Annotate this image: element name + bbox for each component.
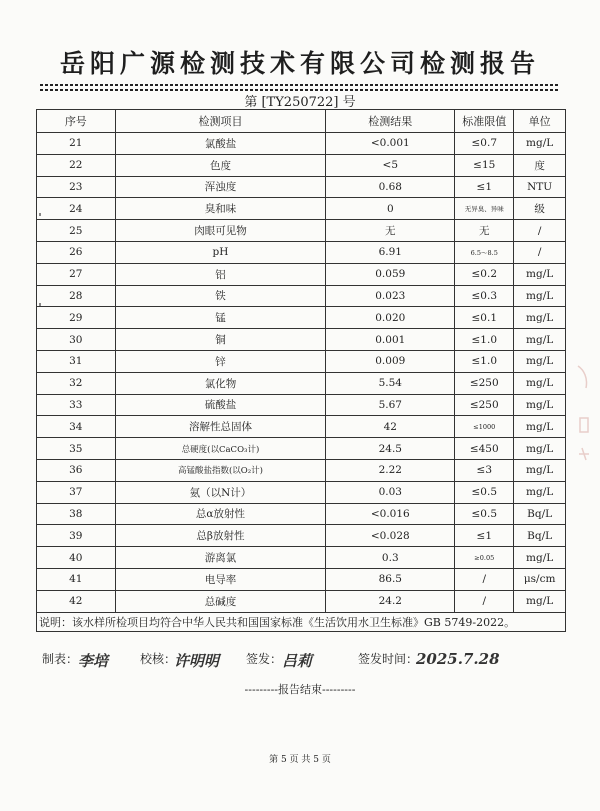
row-result: 0.009 xyxy=(326,350,455,372)
row-index: 34 xyxy=(37,416,116,438)
table-note: 说明：该水样所检项目均符合中华人民共和国国家标准《生活饮用水卫生标准》GB 5749-2022。 xyxy=(37,612,566,631)
row-index: 22 xyxy=(37,154,116,176)
table-row xyxy=(37,547,566,569)
row-item: 总硬度(以CaCO₃计) xyxy=(115,438,326,460)
row-result: 0.68 xyxy=(326,176,455,198)
table-row xyxy=(37,154,566,176)
row-unit: mg/L xyxy=(514,481,566,503)
row-unit: mg/L xyxy=(514,263,566,285)
row-limit: ≤0.3 xyxy=(455,285,514,307)
row-item: pH xyxy=(115,241,326,263)
row-index: 38 xyxy=(37,503,116,525)
row-result: <5 xyxy=(326,154,455,176)
table-row xyxy=(37,241,566,263)
row-item: 硫酸盐 xyxy=(115,394,326,416)
table-row xyxy=(37,176,566,198)
row-result: 0.023 xyxy=(326,285,455,307)
table-header-row xyxy=(37,110,566,133)
issued-label: 签发： xyxy=(246,652,283,666)
row-item: 铝 xyxy=(115,263,326,285)
checked-label: 校核： xyxy=(140,652,177,666)
row-unit: / xyxy=(514,220,566,242)
row-index: 28 xyxy=(37,285,116,307)
prepared-signature: 李培 xyxy=(78,652,109,670)
report-end-marker: ---------报告结束--------- xyxy=(244,683,356,696)
row-result: 2.22 xyxy=(326,459,455,481)
row-result: 0.03 xyxy=(326,481,455,503)
row-limit: ≤250 xyxy=(455,394,514,416)
row-index: 27 xyxy=(37,263,116,285)
issue-date: 2025.7.28 xyxy=(416,650,500,668)
row-limit: ≤1000 xyxy=(455,416,514,438)
row-result: 86.5 xyxy=(326,568,455,590)
col-header-unit: 单位 xyxy=(514,110,566,133)
row-result: 24.5 xyxy=(326,438,455,460)
col-header-item: 检测项目 xyxy=(115,110,326,133)
row-unit: 度 xyxy=(514,154,566,176)
row-limit: ≤0.2 xyxy=(455,263,514,285)
row-unit: mg/L xyxy=(514,307,566,329)
row-unit: mg/L xyxy=(514,133,566,155)
table-row xyxy=(37,525,566,547)
table-row xyxy=(37,503,566,525)
col-header-limit: 标准限值 xyxy=(455,110,514,133)
row-index: 23 xyxy=(37,176,116,198)
table-row xyxy=(37,220,566,242)
row-index: 36 xyxy=(37,459,116,481)
row-index: 37 xyxy=(37,481,116,503)
row-result: 42 xyxy=(326,416,455,438)
row-item: 氯酸盐 xyxy=(115,133,326,155)
checked-signature: 许明明 xyxy=(174,652,220,670)
row-index: 32 xyxy=(37,372,116,394)
row-result: 0 xyxy=(326,198,455,220)
row-limit: ≤250 xyxy=(455,372,514,394)
row-item: 总碱度 xyxy=(115,590,326,612)
row-index: 24 xyxy=(37,198,116,220)
scan-speck xyxy=(39,303,41,306)
row-unit: 级 xyxy=(514,198,566,220)
row-index: 41 xyxy=(37,568,116,590)
note-row xyxy=(37,612,566,631)
row-index: 40 xyxy=(37,547,116,569)
row-unit: mg/L xyxy=(514,438,566,460)
row-item: 高锰酸盐指数(以O₂计) xyxy=(115,459,326,481)
row-item: 电导率 xyxy=(115,568,326,590)
row-item: 铁 xyxy=(115,285,326,307)
seal-fragment xyxy=(574,360,594,470)
row-result: 5.67 xyxy=(326,394,455,416)
row-result: 0.059 xyxy=(326,263,455,285)
table-row xyxy=(37,372,566,394)
row-limit: / xyxy=(455,568,514,590)
row-unit: NTU xyxy=(514,176,566,198)
row-limit: ≤0.7 xyxy=(455,133,514,155)
page-number: 第 5 页 共 5 页 xyxy=(269,755,331,765)
table-row xyxy=(37,350,566,372)
row-item: 总β放射性 xyxy=(115,525,326,547)
table-row xyxy=(37,438,566,460)
row-limit: ≥0.05 xyxy=(455,547,514,569)
row-item: 锰 xyxy=(115,307,326,329)
row-limit: ≤15 xyxy=(455,154,514,176)
row-unit: mg/L xyxy=(514,590,566,612)
row-item: 色度 xyxy=(115,154,326,176)
table-row xyxy=(37,263,566,285)
table-row xyxy=(37,394,566,416)
row-result: <0.028 xyxy=(326,525,455,547)
row-index: 33 xyxy=(37,394,116,416)
row-limit: ≤1 xyxy=(455,176,514,198)
row-index: 39 xyxy=(37,525,116,547)
row-item: 游离氯 xyxy=(115,547,326,569)
row-item: 浑浊度 xyxy=(115,176,326,198)
row-result: 无 xyxy=(326,220,455,242)
row-item: 臭和味 xyxy=(115,198,326,220)
row-item: 氯化物 xyxy=(115,372,326,394)
scan-speck xyxy=(39,213,41,216)
row-unit: Bq/L xyxy=(514,503,566,525)
row-unit: Bq/L xyxy=(514,525,566,547)
signature-block xyxy=(36,650,566,674)
row-unit: / xyxy=(514,241,566,263)
table-row xyxy=(37,568,566,590)
row-unit: mg/L xyxy=(514,547,566,569)
row-limit: ≤0.1 xyxy=(455,307,514,329)
row-limit: ≤1.0 xyxy=(455,329,514,351)
row-limit: ≤1 xyxy=(455,525,514,547)
row-result: 0.001 xyxy=(326,329,455,351)
row-limit: 无 xyxy=(455,220,514,242)
row-result: 5.54 xyxy=(326,372,455,394)
row-limit: ≤3 xyxy=(455,459,514,481)
row-limit: 无异臭、异味 xyxy=(455,198,514,220)
col-header-index: 序号 xyxy=(37,110,116,133)
col-header-result: 检测结果 xyxy=(326,110,455,133)
row-index: 25 xyxy=(37,220,116,242)
row-item: 氨（以N计） xyxy=(115,481,326,503)
row-unit: mg/L xyxy=(514,372,566,394)
row-limit: ≤0.5 xyxy=(455,503,514,525)
report-title: 岳阳广源检测技术有限公司检测报告 xyxy=(59,49,540,78)
date-label: 签发时间： xyxy=(358,652,419,666)
table-row xyxy=(37,459,566,481)
table-row xyxy=(37,481,566,503)
table-row xyxy=(37,198,566,220)
row-result: 6.91 xyxy=(326,241,455,263)
row-unit: mg/L xyxy=(514,459,566,481)
table-row xyxy=(37,307,566,329)
row-result: 24.2 xyxy=(326,590,455,612)
row-unit: μs/cm xyxy=(514,568,566,590)
row-index: 35 xyxy=(37,438,116,460)
table-row xyxy=(37,133,566,155)
row-unit: mg/L xyxy=(514,329,566,351)
row-item: 总α放射性 xyxy=(115,503,326,525)
row-index: 42 xyxy=(37,590,116,612)
row-unit: mg/L xyxy=(514,350,566,372)
row-result: 0.3 xyxy=(326,547,455,569)
row-result: <0.001 xyxy=(326,133,455,155)
row-index: 29 xyxy=(37,307,116,329)
row-item: 溶解性总固体 xyxy=(115,416,326,438)
table-row xyxy=(37,416,566,438)
row-index: 30 xyxy=(37,329,116,351)
report-number: 第 [TY250722] 号 xyxy=(244,95,356,110)
row-unit: mg/L xyxy=(514,285,566,307)
row-unit: mg/L xyxy=(514,416,566,438)
table-row xyxy=(37,285,566,307)
row-limit: ≤1.0 xyxy=(455,350,514,372)
issued-signature: 吕莉 xyxy=(282,652,313,670)
row-limit: ≤0.5 xyxy=(455,481,514,503)
row-index: 31 xyxy=(37,350,116,372)
table-row xyxy=(37,590,566,612)
row-item: 肉眼可见物 xyxy=(115,220,326,242)
prepared-label: 制表： xyxy=(42,652,79,666)
row-limit: ≤450 xyxy=(455,438,514,460)
row-item: 锌 xyxy=(115,350,326,372)
row-index: 26 xyxy=(37,241,116,263)
row-limit: 6.5～8.5 xyxy=(455,241,514,263)
row-unit: mg/L xyxy=(514,394,566,416)
table-row xyxy=(37,329,566,351)
row-limit: / xyxy=(455,590,514,612)
title-divider xyxy=(40,84,560,86)
row-index: 21 xyxy=(37,133,116,155)
row-result: <0.016 xyxy=(326,503,455,525)
row-item: 铜 xyxy=(115,329,326,351)
row-result: 0.020 xyxy=(326,307,455,329)
results-table xyxy=(36,109,566,632)
